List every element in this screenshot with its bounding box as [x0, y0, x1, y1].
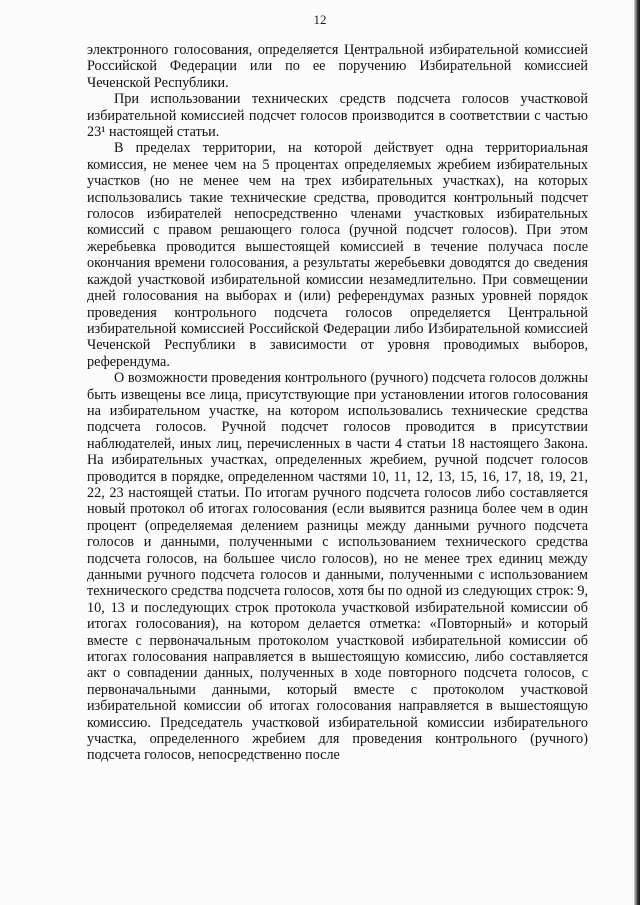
paragraph-technical-means: При использовании технических средств подсчета голосов участковой избирательной комиссией подсчет голосов производится в соответствии с частью 23¹ настоящей статьи. — [87, 91, 588, 141]
page-number: 12 — [313, 12, 327, 27]
document-body — [87, 42, 588, 764]
scan-edge-shadow — [634, 0, 640, 905]
paragraph-control-count: В пределах территории, на которой действует одна территориальная комиссия, не менее чем на 5 процентах определяемых жребием избирательных участков (но не менее чем на трех избирательных участках), на которых использовались такие технические средства, проводится контрольный подсчет голосов избирателей непосредственно членами участковых избирательных комиссий с правом решающего голоса (ручной подсчет голосов). При этом жеребьевка проводится вышестоящей комиссией в течение получаса после окончания времени голосования, а результаты жеребьевки доводятся до сведения каждой участковой избирательной комиссии незамедлительно. При совмещении дней голосования на выборах и (или) референдумах разных уровней порядок проведения контрольного подсчета голосов определяется Центральной избирательной комиссией Российской Федерации либо Избирательной комиссией Чеченской Республики в зависимости от уровня проводимых выборов, референдума. — [87, 140, 588, 370]
paragraph-manual-count: О возможности проведения контрольного (ручного) подсчета голосов должны быть извещены все лица, присутствующие при установлении итогов голосования на избирательном участке, на котором использовались технические средства подсчета голосов. Ручной подсчет голосов проводится в присутствии наблюдателей, иных лиц, перечисленных в части 4 статьи 18 настоящего Закона. На избирательных участках, определенных жребием, ручной подсчет голосов проводится в порядке, определенном частями 10, 11, 12, 13, 15, 16, 17, 18, 19, 21, 22, 23 настоящей статьи. По итогам ручного подсчета голосов либо составляется новый протокол об итогах голосования (если выявится разница более чем в один процент (определяемая делением разницы между данными ручного подсчета голосов и данными, полученными с использованием технического средства подсчета голосов, на большее число голосов), но не менее трех единиц между данными ручного подсчета голосов и данными, полученными с использованием технического средства подсчета голосов, хотя бы по одной из следующих строк: 9, 10, 13 и последующих строк протокола участковой избирательной комиссии об итогах голосования), на котором делается отметка: «Повторный» и который вместе с первоначальным протоколом участковой избирательной комиссии об итогах голосования направляется в вышестоящую комиссию, либо составляется акт о совпадении данных, полученных в ходе повторного подсчета голосов, с первоначальными данными, который вместе с протоколом участковой избирательной комиссии об итогах голосования направляется в вышестоящую комиссию. Председатель участковой избирательной комиссии избирательного участка, определенного жребием для проведения контрольного (ручного) подсчета голосов, непосредственно после — [87, 370, 588, 764]
paragraph-continuation: электронного голосования, определяется Центральной избирательной комиссией Российской Федерации или по ее поручению Избирательной комиссией Чеченской Республики. — [87, 42, 588, 91]
